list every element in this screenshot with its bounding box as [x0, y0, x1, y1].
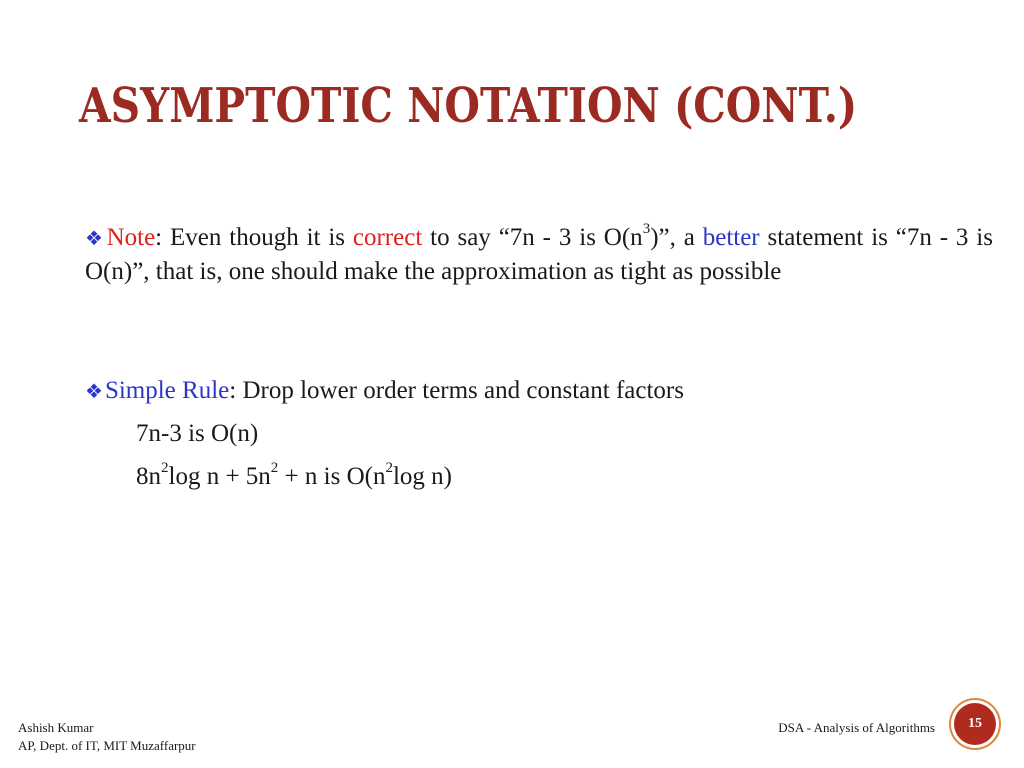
- example-2-part-3: + n is O(n: [278, 463, 386, 490]
- note-text-3: )”, a: [650, 224, 703, 251]
- note-text-1: : Even though it is: [155, 224, 353, 251]
- footer-affiliation: AP, Dept. of IT, MIT Muzaffarpur: [18, 738, 196, 753]
- rule-label: Simple Rule: [104, 377, 230, 404]
- rule-bullet: [85, 374, 985, 408]
- note-text-2: to say “7n - 3 is O(n: [422, 224, 643, 251]
- example-2-sup-3: 2: [385, 459, 393, 476]
- rule-text: : Drop lower order terms and constant factors: [229, 377, 684, 404]
- example-2-sup-2: 2: [270, 459, 279, 476]
- note-better-word: better: [702, 224, 760, 251]
- slide-title: ASYMPTOTIC NOTATION (CONT.): [79, 78, 858, 134]
- note-superscript: 3: [642, 220, 651, 237]
- example-2-part-1: 8n: [136, 463, 161, 490]
- example-2-part-2: log n + 5n: [168, 463, 271, 490]
- page-number: 15: [968, 716, 982, 731]
- footer-author-block: [18, 719, 196, 755]
- rule-example-2: [136, 460, 452, 494]
- note-text-4: statement is “7n - 3 is O(n)”, that is, one should make the approximation as tight as possible: [85, 224, 993, 285]
- note-correct-word: correct: [352, 224, 423, 251]
- footer-course: DSA - Analysis of Algorithms: [778, 720, 935, 735]
- example-2-sup-1: 2: [161, 459, 169, 476]
- example-2-part-4: log n): [392, 463, 452, 490]
- diamond-bullet-icon: ❖: [85, 379, 103, 403]
- note-bullet: [85, 221, 993, 289]
- footer-author: Ashish Kumar: [18, 720, 94, 735]
- page-number-badge: [954, 703, 996, 745]
- rule-example-1: 7n-3 is O(n): [136, 420, 259, 447]
- note-label: Note: [106, 224, 156, 251]
- diamond-bullet-icon: ❖: [85, 226, 105, 250]
